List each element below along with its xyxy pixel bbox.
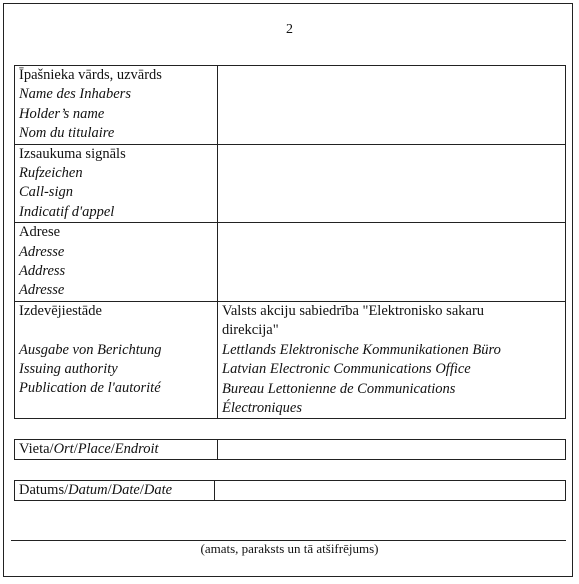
label-line: Holder’s name xyxy=(19,105,105,122)
place-label-part: / xyxy=(110,441,115,457)
label-line: Izsaukuma signāls xyxy=(19,145,126,162)
holder-name-value-cell xyxy=(218,66,566,145)
place-table xyxy=(14,439,566,460)
value-line: Latvian Electronic Communications Office xyxy=(222,361,471,378)
table-row xyxy=(15,223,566,302)
date-label-part: Datums/ xyxy=(19,482,69,498)
holder-info-table xyxy=(14,65,566,419)
place-label-part: Ort xyxy=(53,441,74,457)
label-line: Call-sign xyxy=(19,184,73,201)
issuing-authority-label-cell xyxy=(15,301,218,418)
label-line: Name des Inhabers xyxy=(19,86,131,103)
value-line: Électroniques xyxy=(222,399,302,416)
label-spacer xyxy=(19,321,213,340)
label-line: Adrese xyxy=(19,224,61,241)
value-line: Valsts akciju sabiedrība "Elektronisko sakaru xyxy=(222,302,485,319)
signature-caption: (amats, paraksts un tā atšifrējums) xyxy=(200,541,379,556)
label-line: Issuing authority xyxy=(19,361,118,378)
value-line: Lettlands Elektronische Kommunikationen Büro xyxy=(222,341,501,358)
table-row xyxy=(15,481,566,501)
date-value-cell xyxy=(215,481,566,501)
label-line: Adresse xyxy=(19,282,65,299)
label-line: Adresse xyxy=(19,243,65,260)
value-line: Bureau Lettonienne de Communications xyxy=(222,380,456,397)
label-line: Ausgabe von Berichtung xyxy=(19,341,162,358)
label-line: Address xyxy=(19,263,66,280)
date-label-part: / xyxy=(139,482,144,498)
place-label-part: Endroit xyxy=(114,441,159,457)
date-table xyxy=(14,480,566,501)
call-sign-label-cell xyxy=(15,144,218,223)
value-line: direkcija" xyxy=(222,322,279,339)
address-value-cell xyxy=(218,223,566,302)
date-label-part: Date xyxy=(143,482,173,498)
address-label-cell xyxy=(15,223,218,302)
place-label-cell xyxy=(15,440,218,460)
place-label-part: Place xyxy=(77,441,111,457)
date-label-part: Datum xyxy=(68,482,108,498)
label-line: Indicatif d'appel xyxy=(19,203,115,220)
page-number: 2 xyxy=(286,22,293,37)
table-row xyxy=(15,301,566,418)
place-value-cell xyxy=(218,440,566,460)
label-line: Publication de l'autorité xyxy=(19,380,161,397)
date-label-part: / xyxy=(107,482,112,498)
call-sign-value-cell xyxy=(218,144,566,223)
label-line: Izdevējiestāde xyxy=(19,302,102,319)
issuing-authority-value-cell xyxy=(218,301,566,418)
place-label-part: / xyxy=(73,441,78,457)
label-line: Nom du titulaire xyxy=(19,125,115,142)
label-line: Rufzeichen xyxy=(19,165,83,182)
holder-name-label-cell xyxy=(15,66,218,145)
table-row xyxy=(15,66,566,145)
table-row xyxy=(15,144,566,223)
table-row xyxy=(15,440,566,460)
date-label-part: Date xyxy=(111,482,140,498)
place-label-part: Vieta/ xyxy=(19,441,54,457)
label-line: Īpašnieka vārds, uzvārds xyxy=(19,67,162,83)
date-label-cell xyxy=(15,481,215,501)
